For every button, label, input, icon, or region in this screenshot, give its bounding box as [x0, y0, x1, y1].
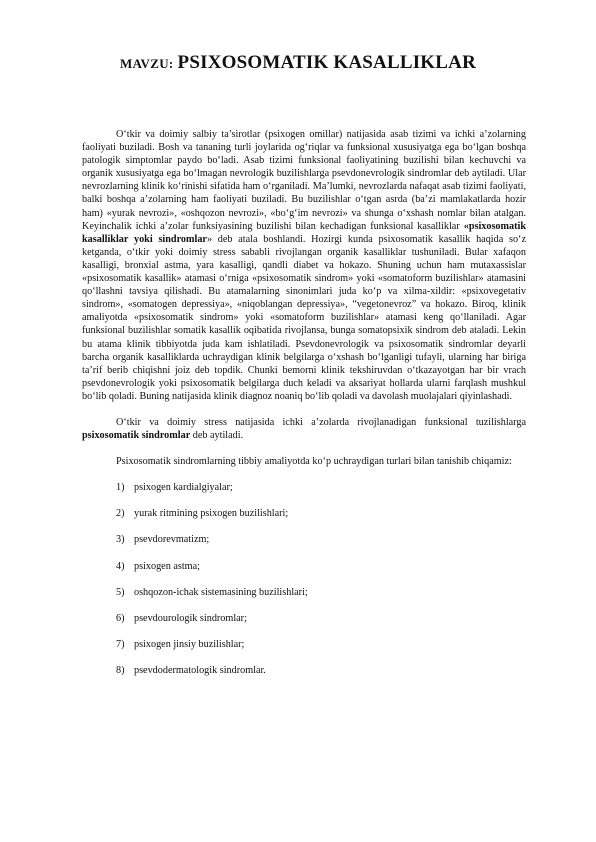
list-item	[116, 507, 526, 520]
paragraph-intro-text-1: O‘tkir va doimiy salbiy ta’sirotlar (psixogen omillar) natijasida asab tizimi va ichki a’zolarning faoliyati buziladi. Bosh va tananing turli joylarida og‘riqlar va funksional xususiyatga ega bo‘lgan boshqa patologik simptomlar paydo bo‘ladi. Asab tizimi funksional faoliyatining buzilishi bilan kechuvchi va organik xususiyatga ega bo‘lmagan nevrologik buzilishlarga psevdonevrologik sindromlar deb aytiladi. Ular nevrozlarning klinik ko‘rinishi sifatida ham o‘rganiladi. Ma’lumki, nevrozlarda nafaqat asab tizimi faoliyati, balki boshqa a’zolarning ham faoliyati buziladi. Bu buzilishlar o‘tgan asrda (ba’zi mamlakatlarda hozir ham) «yurak nevrozi», «oshqozon nevrozi», «bo‘g‘im nevrozi» va shunga o‘xshash nomlar bilan atalgan. Keyinchalik ichki a’zolar funksiyasining buzilishi bilan kechadigan funksional kasalliklar	[82, 129, 526, 232]
list-item	[116, 612, 526, 625]
list-item	[116, 560, 526, 573]
paragraph-definition-text-1: O‘tkir va doimiy stress natijasida ichki a’zolarda rivojlanadigan funksional tuzilishlarga	[116, 416, 526, 428]
paragraph-intro-text-2: » deb atala boshlandi. Hozirgi kunda psixosomatik kasallik haqida so‘z ketganda, o‘tkir yoki doimiy stress sababli rivojlangan organik kasalliklar tushuniladi. Bular xafaqon kasalligi, bronxial astma, yara kasalligi, qandli diabet va hokazo. Shuning uchun ham mutaxassislar «psixosomatik kasallik» atamasi o‘rniga «psixosomatik sindrom» yoki «somatoform buzilishlar» atamasini qo‘llashni tavsiya qilishadi. Bu atamalarning sinonimlari juda ko‘p va xilma-xildir: «psixovegetativ sindrom», «somatogen depressiya», «niqoblangan depressiya», “vegetonevroz” va hokazo. Biroq, klinik amaliyotda «psixosomatik sindrom» yoki «somatoform buzilishlar» atamasi keng qo‘llaniladi. Agar funksional buzilishlar somatik kasallik oqibatida rivojlansa, bunga somatopsixik sindrom deb ataladi. Lekin bu atama klinik tibbiyotda juda kam ishlatiladi. Psevdonevrologik va psixosomatik sindromlar deyarli barcha organik kasalliklarda uchraydigan klinik belgilarga o‘xshash bo‘lganligi tufayli, ularning har biriga ta’rif berib chiqishni joiz deb topdik. Chunki bemorni klinik tekshiruvdan o‘tkazayotgan har bir vrach psevdonevrologik yoki psixosomatik belgilarga duch keladi va aksariyat hollarda ularni farqlash mushkul bo‘lib qoladi. Buning natijasida klinik diagnoz noaniq bo‘lib qoladi va davolash muolajalari qiyinlashadi.	[82, 233, 526, 402]
list-item	[116, 664, 526, 677]
list-item-number: 4)	[116, 560, 125, 572]
syndrome-list	[82, 481, 526, 677]
paragraph-definition	[82, 416, 526, 442]
list-item-text: psevdodermatologik sindromlar.	[134, 664, 266, 676]
list-item	[116, 481, 526, 494]
list-item-text: psevdourologik sindromlar;	[134, 612, 247, 624]
paragraph-intro-bold: «psixosomatik kasalliklar yoki sindromlar	[82, 220, 526, 245]
list-item	[116, 533, 526, 546]
list-item-number: 8)	[116, 664, 125, 676]
paragraph-intro	[82, 128, 526, 403]
page-title	[0, 52, 596, 74]
list-item-number: 6)	[116, 612, 125, 624]
list-item-number: 2)	[116, 508, 125, 520]
list-item-number: 5)	[116, 586, 125, 598]
document-body	[82, 128, 526, 690]
list-item-text: psixogen astma;	[134, 560, 200, 572]
list-item	[116, 638, 526, 651]
paragraph-definition-bold: psixosomatik sindromlar	[82, 430, 191, 442]
title-main: PSIXOSOMATIK KASALLIKLAR	[177, 52, 477, 73]
list-item-number: 3)	[116, 534, 125, 546]
list-item	[116, 586, 526, 599]
list-item-number: 7)	[116, 638, 125, 650]
paragraph-definition-text-2: deb aytiladi.	[190, 430, 244, 442]
list-item-number: 1)	[116, 482, 125, 494]
list-item-text: psixogen jinsiy buzilishlar;	[134, 638, 245, 650]
list-item-text: psevdorevmatizm;	[134, 534, 210, 546]
list-item-text: yurak ritmining psixogen buzilishlari;	[134, 508, 289, 520]
list-item-text: psixogen kardialgiyalar;	[134, 482, 233, 494]
paragraph-list-intro: Psixosomatik sindromlarning tibbiy amaliyotda ko‘p uchraydigan turlari bilan tanishib chiqamiz:	[116, 456, 512, 468]
list-item-text: oshqozon-ichak sistemasining buzilishlari;	[134, 586, 308, 598]
title-prefix: MAVZU:	[119, 56, 174, 71]
